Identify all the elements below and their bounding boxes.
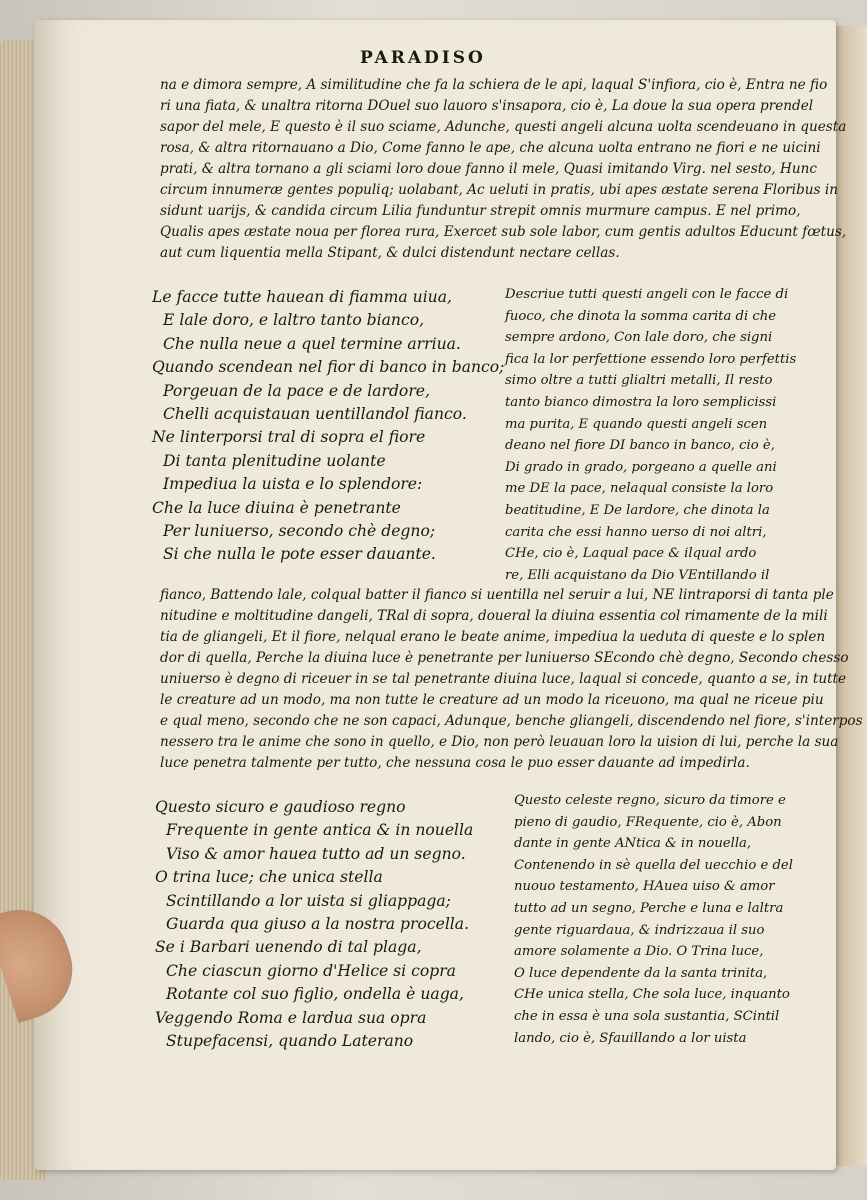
gloss-line: tanto bianco dimostra la loro semplicissi — [505, 394, 777, 410]
text-line: dor di quella, Perche la diuina luce è penetrante per luniuerso SEcondo chè degno, Secondo chesso — [160, 650, 849, 666]
verse-line: Se i Barbari uenendo di tal plaga, — [155, 938, 422, 957]
text-line: fianco, Battendo lale, colqual batter il fianco si uentilla nel seruir a lui, NE lintraporsi di tanta ple — [160, 587, 834, 603]
commentary-top — [160, 75, 846, 264]
gloss-line: Di grado in grado, porgeano a quelle ani — [505, 459, 777, 475]
gloss-line: carita che essi hanno uerso di noi altri, — [505, 524, 767, 540]
text-line: le creature ad un modo, ma non tutte le creature ad un modo la riceuono, ma qual ne riceue piu — [160, 692, 824, 708]
running-header: PARADISO — [360, 48, 486, 68]
gloss-line: Descriue tutti questi angeli con le facce di — [505, 287, 789, 302]
verse-line: Viso & amor hauea tutto ad un segno. — [166, 844, 466, 863]
text-line: Qualis apes æstate noua per florea rura, Exercet sub sole labor, cum gentis adultos Educunt fœtus, — [160, 224, 847, 240]
gloss-line: gente riguardaua, & indrizzaua il suo — [514, 922, 765, 938]
text-line: ri una fiata, & unaltra ritorna DOuel suo lauoro s'insapora, cio è, La doue la sua opera prendel — [160, 98, 814, 114]
gloss-line: beatitudine, E De lardore, che dinota la — [505, 502, 770, 518]
gloss-line: me DE la pace, nelaqual consiste la loro — [505, 481, 774, 497]
text-line: uniuerso è degno di riceuer in se tal penetrante diuina luce, laqual si concede, quanto a se, in tutte — [160, 671, 847, 687]
gloss-line: CHe, cio è, Laqual pace & ilqual ardo — [505, 546, 757, 562]
verse-line: Veggendo Roma e lardua sua opra — [155, 1008, 427, 1027]
gloss-line: nuouo testamento, HAuea uiso & amor — [514, 879, 775, 895]
verse-line: O trina luce; che unica stella — [155, 868, 383, 887]
text-line: sidunt uarijs, & candida circum Lilia funduntur strepit omnis murmure campus. E nel primo, — [160, 203, 801, 219]
text-line: nitudine e moltitudine dangeli, TRal di sopra, doueral la diuina essentia col rimamente de la mili — [160, 608, 828, 624]
gloss-line: Contenendo in sè quella del uecchio e del — [514, 857, 793, 873]
verse-line: Che ciascun giorno d'Helice si copra — [166, 961, 456, 980]
verse-line: Rotante col suo figlio, ondella è uaga, — [166, 985, 464, 1004]
gloss-line: sempre ardono, Con lale doro, che signi — [505, 330, 773, 346]
text-line: prati, & altra tornano a gli sciami loro doue fanno il mele, Quasi imitando Virg. nel sesto, Hunc — [160, 161, 817, 177]
text-line: na e dimora sempre, A similitudine che fa la schiera de le api, laqual S'infiora, cio è, Entra ne fio — [160, 77, 828, 93]
text-line: aut cum liquentia mella Stipant, & dulci distendunt nectare cellas. — [160, 245, 620, 261]
gloss-line: fica la lor perfettione essendo loro perfettis — [505, 351, 797, 367]
gloss-block-2 — [514, 790, 793, 1049]
verse-line: Di tanta plenitudine uolante — [163, 451, 386, 470]
gloss-line: fuoco, che dinota la somma carita di che — [505, 308, 777, 324]
gloss-line: simo oltre a tutti glialtri metalli, Il resto — [505, 373, 773, 389]
gloss-line: ma purita, E quando questi angeli scen — [505, 416, 768, 432]
gloss-line: deano nel fiore DI banco in banco, cio è, — [505, 438, 775, 454]
verse-line: Guarda qua giuso a la nostra procella. — [166, 915, 470, 934]
gloss-line: dante in gente ANtica & in nouella, — [514, 836, 752, 852]
verse-line: Chelli acquistauan uentillandol fianco. — [163, 405, 467, 424]
gloss-line: che in essa è una sola sustantia, SCintil — [514, 1008, 780, 1024]
verse-line: Frequente in gente antica & in nouella — [166, 821, 474, 840]
verse-line: Scintillando a lor uista si gliappaga; — [166, 891, 451, 910]
verse-line: Ne linterporsi tral di sopra el fiore — [152, 428, 426, 447]
text-line: e qual meno, secondo che ne son capaci, Adunque, benche gliangeli, discendendo nel fiore, s'interpos — [160, 713, 863, 729]
verse-line: Che la luce diuina è penetrante — [152, 498, 401, 517]
text-line: tia de gliangeli, Et il fiore, nelqual erano le beate anime, impediua la ueduta di queste e lo splen — [160, 629, 826, 645]
verse-block-1 — [152, 286, 504, 567]
gloss-line: CHe unica stella, Che sola luce, inquanto — [514, 987, 790, 1003]
verse-line: Stupefacensi, quando Laterano — [166, 1032, 414, 1051]
verse-line: Quando scendean nel fior di banco in banco; — [152, 358, 505, 377]
verse-line: E lale doro, e laltro tanto bianco, — [163, 311, 425, 330]
gloss-line: amore solamente a Dio. O Trina luce, — [514, 944, 764, 960]
text-line: sapor del mele, E questo è il suo sciame, Adunche, questi angeli alcuna uolta scendeuano in questa — [160, 119, 847, 135]
commentary-mid — [160, 585, 863, 774]
text-line: luce penetra talmente per tutto, che nessuna cosa le puo esser dauante ad impedirla. — [160, 755, 750, 771]
gloss-line: O luce dependente da la santa trinita, — [514, 965, 768, 981]
gloss-line: pieno di gaudio, FRequente, cio è, Abon — [514, 814, 782, 830]
verse-line: Questo sicuro e gaudioso regno — [155, 798, 406, 816]
verse-block-2 — [155, 796, 473, 1053]
gloss-line: tutto ad un segno, Perche e luna e laltra — [514, 900, 784, 916]
text-line: rosa, & altra ritornauano a Dio, Come fanno le ape, che alcuna uolta entrano ne fiori e ne uicini — [160, 140, 821, 156]
text-line: nessero tra le anime che sono in quello, e Dio, non però leuauan loro la uision di lui, perche la sua — [160, 734, 839, 750]
verse-line: Si che nulla le pote esser dauante. — [163, 545, 436, 564]
gloss-line: Questo celeste regno, sicuro da timore e — [514, 793, 786, 808]
verse-line: Per luniuerso, secondo chè degno; — [163, 522, 436, 541]
text-line: circum innumeræ gentes populiq; uolabant, Ac ueluti in pratis, ubi apes æstate serena Floribus in — [160, 182, 838, 198]
verse-line: Le facce tutte hauean di fiamma uiua, — [152, 288, 452, 306]
gloss-line: re, Elli acquistano da Dio VEntillando il — [505, 567, 770, 583]
verse-line: Porgeuan de la pace e de lardore, — [163, 381, 430, 400]
gloss-line: lando, cio è, Sfauillando a lor uista — [514, 1030, 747, 1046]
gloss-block-1 — [505, 284, 796, 586]
verse-line: Che nulla neue a quel termine arriua. — [163, 334, 461, 353]
verse-line: Impediua la uista e lo splendore: — [163, 475, 423, 494]
